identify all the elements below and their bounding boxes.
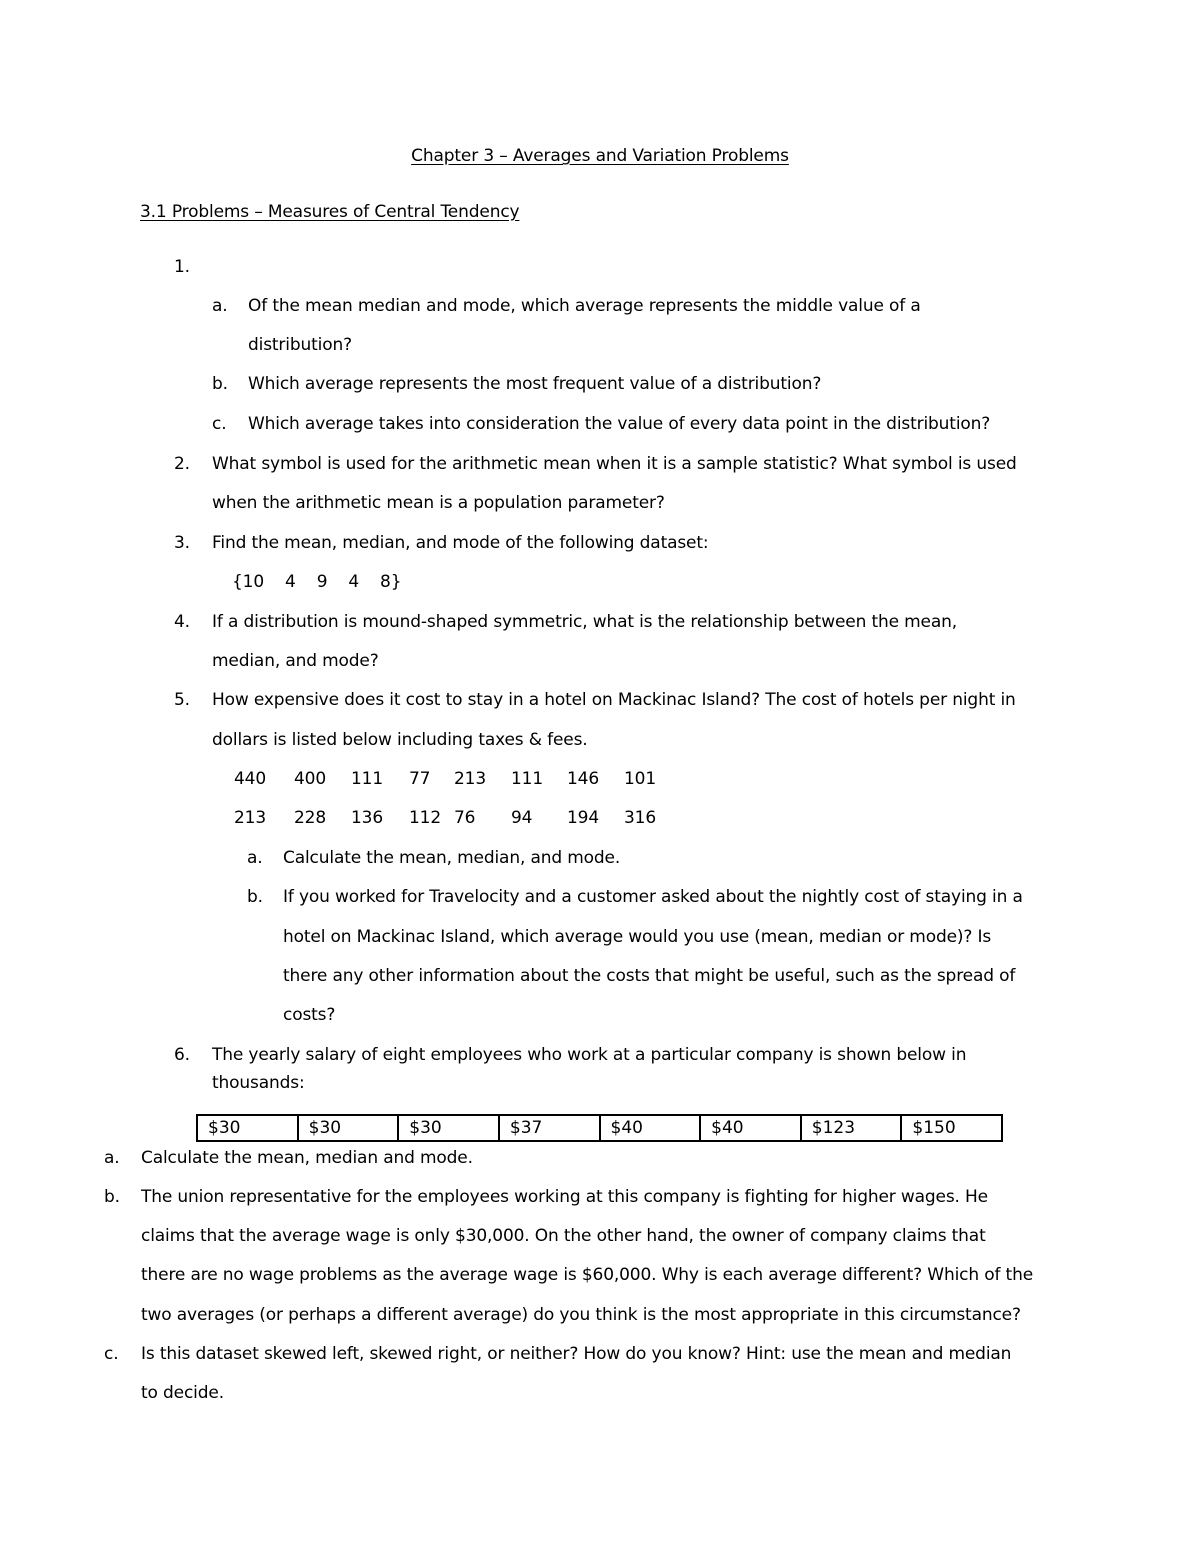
- hotel-cost-value: 213: [234, 808, 266, 828]
- q6-b-text-1: The union representative for the employees working at this company is fighting for higher wages. He: [141, 1187, 988, 1207]
- q6-number: 6.: [174, 1045, 190, 1065]
- hotel-cost-value: 101: [624, 769, 656, 789]
- q6-a-text: Calculate the mean, median and mode.: [141, 1148, 473, 1168]
- q1-b-label: b.: [212, 374, 228, 394]
- q4-number: 4.: [174, 612, 190, 632]
- salary-cell: $40: [600, 1115, 701, 1141]
- salary-cell: $30: [298, 1115, 399, 1141]
- q2-text-1: What symbol is used for the arithmetic mean when it is a sample statistic? What symbol is used: [212, 454, 1017, 474]
- salary-cell: $150: [901, 1115, 1002, 1141]
- q2-text-2: when the arithmetic mean is a population parameter?: [212, 493, 665, 513]
- q5-b-text-3: there any other information about the costs that might be useful, such as the spread of: [283, 966, 1016, 986]
- hotel-cost-value: 146: [567, 769, 599, 789]
- salary-cell: $30: [398, 1115, 499, 1141]
- q5-b-text-4: costs?: [283, 1005, 336, 1025]
- q6-b-text-3: there are no wage problems as the average wage is $60,000. Why is each average different? Which of the: [141, 1265, 1034, 1285]
- q6-c-text-2: to decide.: [141, 1383, 224, 1403]
- q3-dataset: {10 4 9 4 8}: [232, 572, 402, 592]
- q1-a-text-1: Of the mean median and mode, which average represents the middle value of a: [248, 296, 921, 316]
- q5-text-1: How expensive does it cost to stay in a hotel on Mackinac Island? The cost of hotels per night in: [212, 690, 1016, 710]
- q1-a-label: a.: [212, 296, 228, 316]
- q6-text-2: thousands:: [212, 1073, 305, 1093]
- q6-b-text-2: claims that the average wage is only $30,000. On the other hand, the owner of company claims that: [141, 1226, 986, 1246]
- q6-c-label: c.: [104, 1344, 119, 1364]
- section-title: 3.1 Problems – Measures of Central Tendency: [140, 202, 520, 222]
- q1-c-label: c.: [212, 414, 227, 434]
- hotel-cost-value: 228: [294, 808, 326, 828]
- hotel-cost-value: 194: [567, 808, 599, 828]
- q4-text-2: median, and mode?: [212, 651, 379, 671]
- salary-cell: $37: [499, 1115, 600, 1141]
- hotel-cost-value: 316: [624, 808, 656, 828]
- chapter-title: Chapter 3 – Averages and Variation Problems: [411, 146, 789, 166]
- hotel-cost-value: 213: [454, 769, 486, 789]
- salary-cell: $40: [700, 1115, 801, 1141]
- q5-number: 5.: [174, 690, 190, 710]
- table-row: [197, 1115, 1002, 1141]
- q5-b-text-2: hotel on Mackinac Island, which average would you use (mean, median or mode)? Is: [283, 927, 992, 947]
- q5-b-label: b.: [247, 887, 263, 907]
- q1-c-text: Which average takes into consideration the value of every data point in the distribution?: [248, 414, 991, 434]
- hotel-cost-value: 111: [351, 769, 383, 789]
- hotel-cost-value: 440: [234, 769, 266, 789]
- q2-number: 2.: [174, 454, 190, 474]
- q5-a-label: a.: [247, 848, 263, 868]
- q1-number: 1.: [174, 257, 190, 277]
- q6-a-label: a.: [104, 1148, 120, 1168]
- q3-text: Find the mean, median, and mode of the following dataset:: [212, 533, 709, 553]
- q4-text-1: If a distribution is mound-shaped symmetric, what is the relationship between the mean,: [212, 612, 958, 632]
- salary-cell: $30: [197, 1115, 298, 1141]
- hotel-cost-value: 136: [351, 808, 383, 828]
- q6-b-label: b.: [104, 1187, 120, 1207]
- q6-c-text-1: Is this dataset skewed left, skewed right, or neither? How do you know? Hint: use the mean and median: [141, 1344, 1012, 1364]
- q1-b-text: Which average represents the most frequent value of a distribution?: [248, 374, 822, 394]
- salary-cell: $123: [801, 1115, 902, 1141]
- hotel-cost-value: 400: [294, 769, 326, 789]
- hotel-cost-value: 76: [454, 808, 476, 828]
- hotel-cost-value: 112: [409, 808, 441, 828]
- hotel-cost-value: 111: [511, 769, 543, 789]
- hotel-cost-value: 94: [511, 808, 533, 828]
- salary-table: [196, 1114, 1003, 1142]
- hotel-cost-value: 77: [409, 769, 431, 789]
- q3-number: 3.: [174, 533, 190, 553]
- q1-a-text-2: distribution?: [248, 335, 352, 355]
- q6-text-1: The yearly salary of eight employees who work at a particular company is shown below in: [212, 1045, 967, 1065]
- q5-a-text: Calculate the mean, median, and mode.: [283, 848, 621, 868]
- q6-b-text-4: two averages (or perhaps a different average) do you think is the most appropriate in this circumstance?: [141, 1305, 1021, 1325]
- q5-b-text-1: If you worked for Travelocity and a customer asked about the nightly cost of staying in a: [283, 887, 1023, 907]
- q5-text-2: dollars is listed below including taxes & fees.: [212, 730, 588, 750]
